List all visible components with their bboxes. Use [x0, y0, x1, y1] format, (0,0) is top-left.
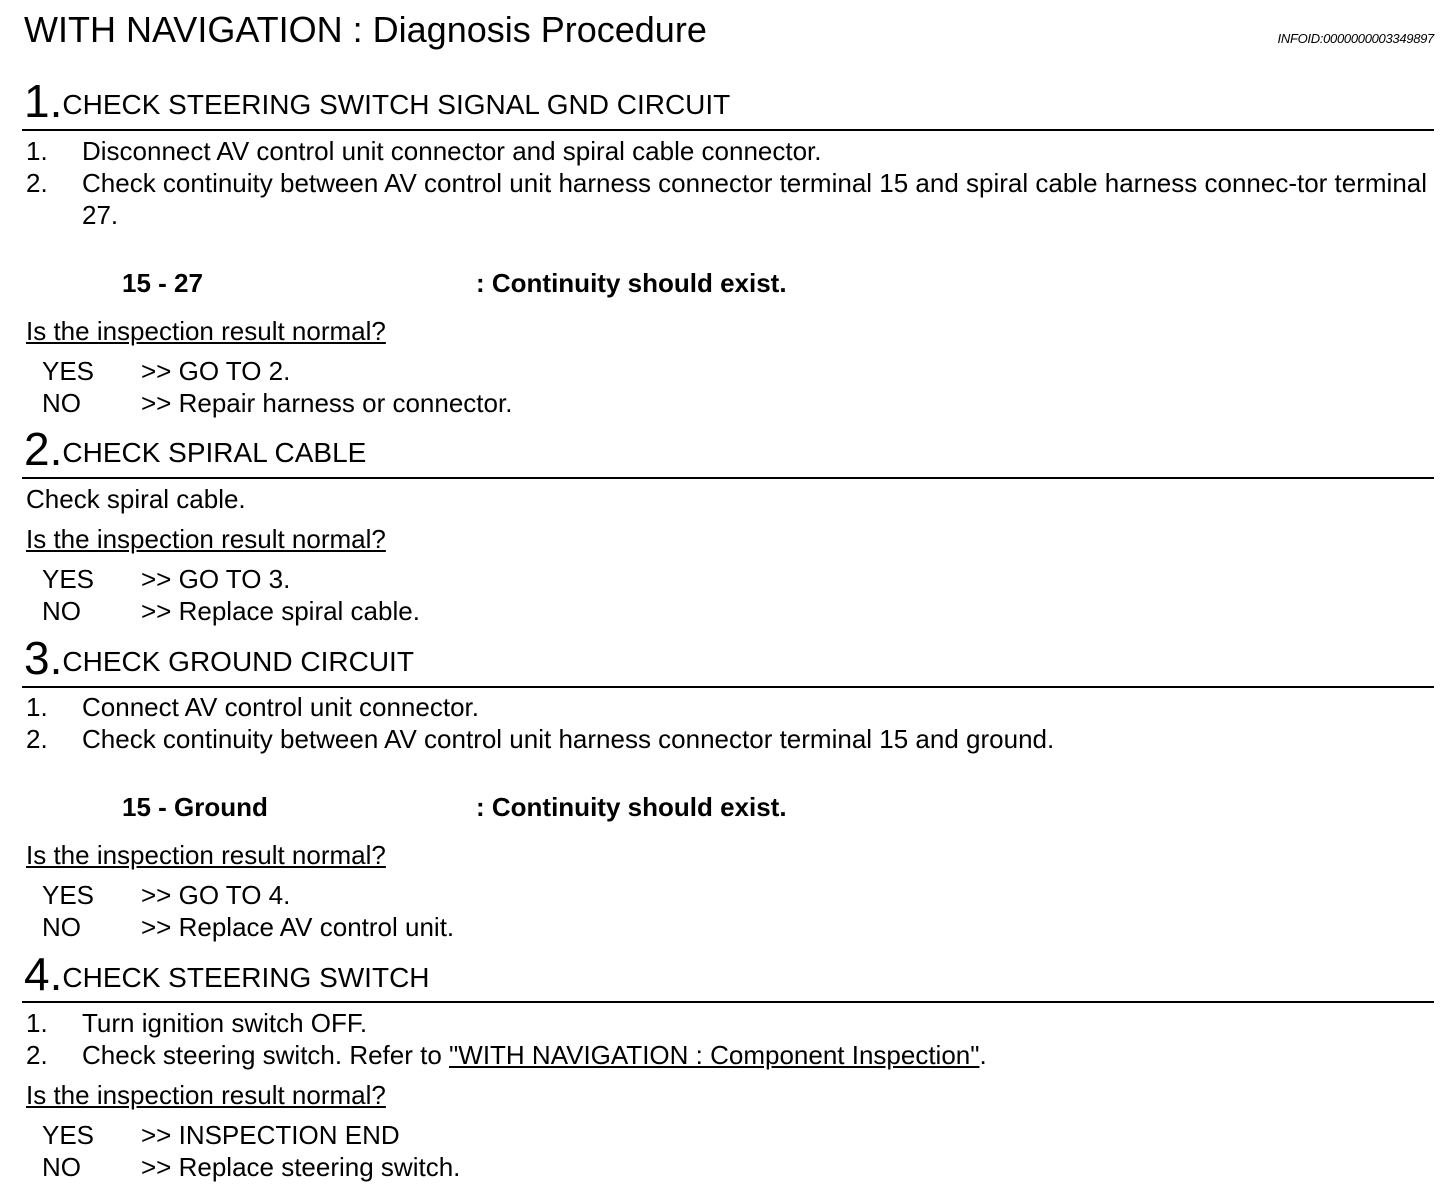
step-1-heading: [24, 75, 731, 127]
answer-no-action: >> Replace AV control unit.: [141, 912, 455, 942]
answer-yes-action: >> GO TO 3.: [141, 564, 291, 594]
step-number: 4.: [24, 948, 63, 1000]
answer-no-action: >> Replace spiral cable.: [141, 596, 420, 626]
divider: [22, 129, 1434, 131]
answer-no-key: NO: [42, 388, 81, 418]
divider: [22, 477, 1434, 479]
inspection-question: Is the inspection result normal?: [26, 1080, 386, 1110]
info-id: INFOID:0000000003349897: [1277, 31, 1434, 46]
item-number: 1.: [26, 692, 48, 722]
item-text: Disconnect AV control unit connector and spiral cable connector.: [82, 136, 822, 166]
step-3-heading: [24, 632, 414, 684]
spec-terminals: 15 - Ground: [122, 792, 268, 822]
step-title: CHECK SPIRAL CABLE: [62, 437, 367, 468]
answer-yes-key: YES: [42, 356, 95, 386]
step-number: 1.: [24, 75, 63, 127]
divider: [22, 686, 1434, 688]
page-title: WITH NAVIGATION : Diagnosis Procedure: [24, 9, 707, 50]
item-text: Check continuity between AV control unit harness connector terminal 15 and ground.: [82, 724, 1055, 754]
answer-yes-key: YES: [42, 880, 95, 910]
step-title: CHECK STEERING SWITCH: [62, 962, 430, 993]
spec-terminals: 15 - 27: [122, 268, 203, 298]
step-number: 2.: [24, 423, 63, 475]
component-inspection-link[interactable]: "WITH NAVIGATION : Component Inspection": [449, 1040, 980, 1070]
answer-yes-action: >> GO TO 2.: [141, 356, 291, 386]
step-4-heading: [24, 948, 430, 1000]
item-text-prefix: Check steering switch. Refer to: [82, 1040, 450, 1070]
answer-no-key: NO: [42, 1152, 81, 1182]
answer-no-action: >> Repair harness or connector.: [141, 388, 513, 418]
answer-no-action: >> Replace steering switch.: [141, 1152, 461, 1182]
item-number: 1.: [26, 136, 48, 166]
inspection-question: Is the inspection result normal?: [26, 524, 386, 554]
item-text: Connect AV control unit connector.: [82, 692, 479, 722]
item-text: Check continuity between AV control unit harness connector terminal 15 and spiral cable harness connec-tor terminal 27.: [82, 168, 1428, 230]
step-2-heading: [24, 423, 367, 475]
item-text: [82, 1039, 1434, 1071]
answer-yes-action: >> INSPECTION END: [141, 1120, 400, 1150]
spec-result: : Continuity should exist.: [476, 268, 787, 298]
item-text: Turn ignition switch OFF.: [82, 1008, 368, 1038]
item-number: 2.: [26, 168, 48, 198]
step-title: CHECK STEERING SWITCH SIGNAL GND CIRCUIT: [62, 89, 731, 120]
item-number: 1.: [26, 1008, 48, 1038]
inspection-question: Is the inspection result normal?: [26, 840, 386, 870]
answer-no-key: NO: [42, 596, 81, 626]
step-body-text: Check spiral cable.: [26, 484, 246, 514]
answer-yes-action: >> GO TO 4.: [141, 880, 291, 910]
step-title: CHECK GROUND CIRCUIT: [62, 646, 414, 677]
answer-no-key: NO: [42, 912, 81, 942]
divider: [22, 1001, 1434, 1003]
answer-yes-key: YES: [42, 564, 95, 594]
item-number: 2.: [26, 1040, 48, 1070]
step-number: 3.: [24, 632, 63, 684]
inspection-question: Is the inspection result normal?: [26, 316, 386, 346]
answer-yes-key: YES: [42, 1120, 95, 1150]
item-number: 2.: [26, 724, 48, 754]
item-text-suffix: .: [979, 1040, 987, 1070]
spec-result: : Continuity should exist.: [476, 792, 787, 822]
